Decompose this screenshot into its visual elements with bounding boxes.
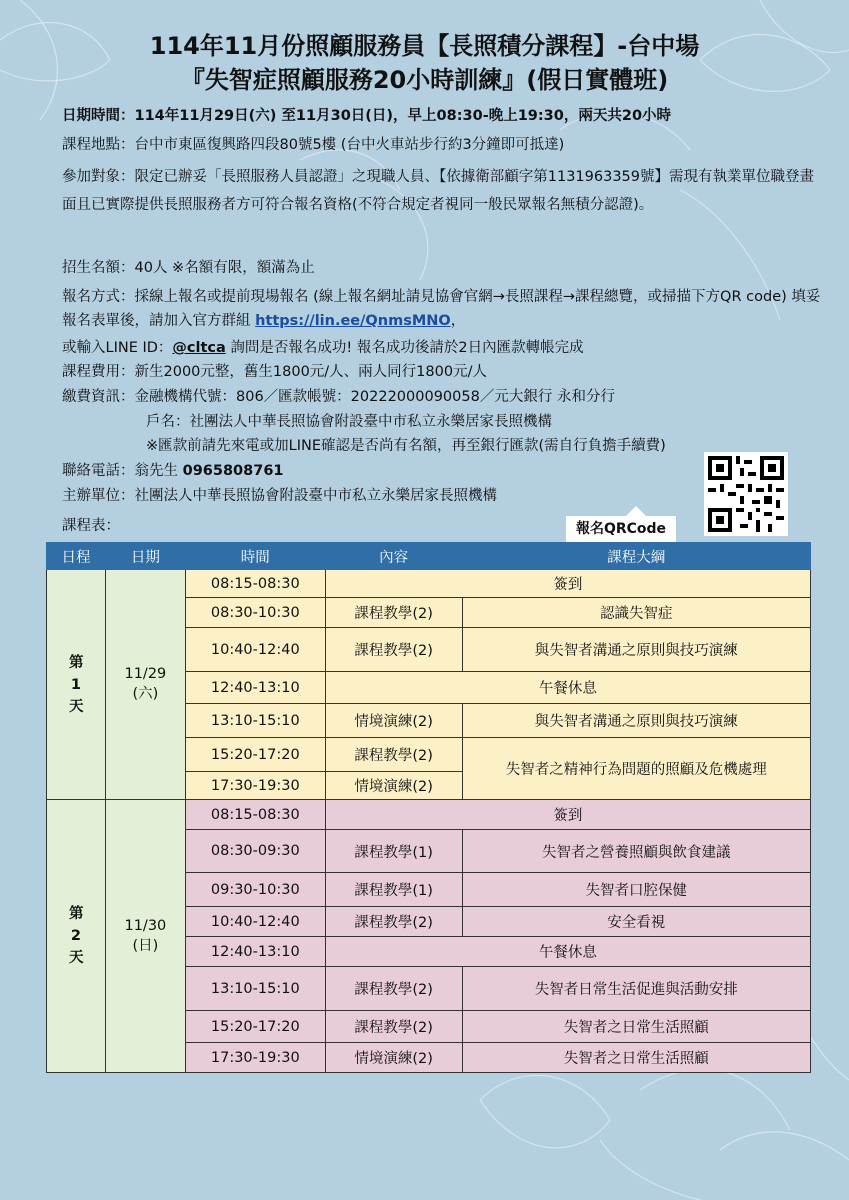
type-cell: 課程教學(2) [325, 907, 462, 937]
topic-cell: 失智者之精神行為問題的照顧及危機處理 [462, 738, 810, 800]
fee-value: 新生2000元整，舊生1800元/人、兩人同行1800元/人 [134, 364, 487, 380]
topic-cell: 認識失智症 [462, 598, 810, 628]
signup-value: 採線上報名或提前現場報名 (線上報名網址請見協會官網→長照課程→課程總覽，或掃描下方QR code) 填妥報名表單後，請加入官方群組 [62, 289, 821, 329]
line-id[interactable]: @cltca [172, 340, 226, 356]
header-day: 日程 [47, 543, 106, 570]
time-cell: 13:10-15:10 [185, 967, 325, 1011]
date-value: 114年11月29日(六) 至11月30日(日)，早上08:30-晚上19:30，兩天共20小時 [134, 108, 672, 124]
org-label: 主辦單位： [62, 488, 135, 504]
phone-row [62, 459, 284, 480]
topic-cell: 午餐休息 [325, 937, 810, 967]
topic-cell: 失智者口腔保健 [462, 873, 810, 907]
signup-row: 報名方式：採線上報名或提前現場報名 (線上報名網址請見協會官網→長照課程→課程總覽，或掃描下方QR code) 填妥報名表單後，請加入官方群組 https://lin.ee/QnmsMNO， [62, 289, 821, 329]
type-cell: 課程教學(1) [325, 873, 462, 907]
time-cell: 08:30-10:30 [185, 598, 325, 628]
target-value: 限定已辦妥「長照服務人員認證」之現職人員、【依據衛部顧字第1131963359號】需現有執業單位職登畫面且已實際提供長照服務者方可符合報名資格(不符合規定者視同一般民眾報名無積分認證)。 [62, 169, 814, 213]
topic-cell: 失智者之日常生活照顧 [462, 1011, 810, 1043]
place-value: 台中市東區復興路四段80號5樓 (台中火車站步行約3分鐘即可抵達) [134, 137, 565, 153]
qr-label: 報名QRCode [566, 516, 676, 542]
header-outline: 課程大綱 [462, 543, 810, 570]
date-row [62, 104, 671, 125]
time-cell: 12:40-13:10 [185, 937, 325, 967]
table-header [47, 543, 811, 570]
header-time: 時間 [185, 543, 325, 570]
topic-cell: 簽到 [325, 570, 810, 598]
fee-row [62, 360, 487, 381]
type-cell: 課程教學(2) [325, 598, 462, 628]
time-cell: 17:30-19:30 [185, 1043, 325, 1073]
header-content: 內容 [325, 543, 462, 570]
qr-code-icon[interactable] [704, 452, 788, 536]
fee-label: 課程費用： [62, 364, 135, 380]
signup-label: 報名方式： [62, 289, 135, 305]
pay-note: ※匯款前請先來電或加LINE確認是否尚有名額，再至銀行匯款(需自行負擔手續費) [146, 438, 666, 454]
header-date: 日期 [105, 543, 185, 570]
line-id-row [62, 336, 584, 357]
type-cell: 課程教學(2) [325, 738, 462, 772]
type-cell: 課程教學(2) [325, 1011, 462, 1043]
target-label: 參加對象： [62, 169, 135, 185]
schedule-table [46, 542, 811, 1073]
time-cell: 08:30-09:30 [185, 830, 325, 873]
type-cell: 情境演練(2) [325, 704, 462, 738]
topic-cell: 失智者之日常生活照顧 [462, 1043, 810, 1073]
day1-cell [47, 570, 106, 800]
topic-cell: 失智者之營養照顧與飲食建議 [462, 830, 810, 873]
time-cell: 13:10-15:10 [185, 704, 325, 738]
time-cell: 08:15-08:30 [185, 570, 325, 598]
pay-account: 戶名：社團法人中華長照協會附設臺中市私立永樂居家長照機構 [146, 414, 552, 430]
page-title: 114年11月份照顧服務員【長照積分課程】-台中場 [149, 32, 700, 60]
time-cell: 17:30-19:30 [185, 772, 325, 800]
time-cell: 10:40-12:40 [185, 628, 325, 672]
phone-number: 0965808761 [182, 463, 284, 479]
day1-label: 第1天 [68, 654, 84, 715]
time-cell: 08:15-08:30 [185, 800, 325, 830]
table-row [47, 570, 811, 598]
day2-date-cell [105, 800, 185, 1073]
topic-cell: 午餐休息 [325, 672, 810, 704]
type-cell: 情境演練(2) [325, 772, 462, 800]
topic-cell: 與失智者溝通之原則與技巧演練 [462, 628, 810, 672]
day2-weekday: (日) [132, 937, 159, 954]
time-cell: 09:30-10:30 [185, 873, 325, 907]
quota-label: 招生名額： [62, 260, 135, 276]
day2-date: 11/30 [124, 917, 167, 934]
pay-label: 繳費資訊： [62, 389, 135, 405]
type-cell: 課程教學(2) [325, 967, 462, 1011]
time-cell: 10:40-12:40 [185, 907, 325, 937]
line-id-suffix: 詢問是否報名成功! 報名成功後請於2日內匯款轉帳完成 [230, 340, 584, 356]
day1-weekday: (六) [132, 686, 159, 702]
table-row [47, 800, 811, 830]
quota-row [62, 256, 315, 277]
place-label: 課程地點： [62, 137, 135, 153]
signup-link[interactable]: https://lin.ee/QnmsMNO [255, 313, 451, 329]
phone-label: 聯絡電話： [62, 463, 135, 479]
time-cell: 15:20-17:20 [185, 738, 325, 772]
day1-date: 11/29 [124, 666, 167, 682]
target-row [62, 163, 822, 219]
topic-cell: 與失智者溝通之原則與技巧演練 [462, 704, 810, 738]
quota-value: 40人 ※名額有限，額滿為止 [134, 260, 315, 276]
time-cell: 12:40-13:10 [185, 672, 325, 704]
place-row [62, 133, 564, 154]
phone-name: 翁先生 [134, 463, 183, 479]
page-subtitle: 『失智症照顧服務20小時訓練』(假日實體班) [180, 66, 669, 94]
topic-cell: 安全看視 [462, 907, 810, 937]
topic-cell: 失智者日常生活促進與活動安排 [462, 967, 810, 1011]
type-cell: 課程教學(1) [325, 830, 462, 873]
topic-cell: 簽到 [325, 800, 810, 830]
pay-row [62, 385, 615, 406]
type-cell: 課程教學(2) [325, 628, 462, 672]
day2-label: 第2天 [68, 906, 84, 966]
schedule-label: 課程表： [62, 518, 120, 534]
line-id-prefix: 或輸入LINE ID： [62, 340, 173, 356]
type-cell: 情境演練(2) [325, 1043, 462, 1073]
day2-cell [47, 800, 106, 1073]
date-label: 日期時間： [62, 108, 135, 124]
org-value: 社團法人中華長照協會附設臺中市私立永樂居家長照機構 [134, 488, 497, 504]
pay-value: 金融機構代號：806／匯款帳號：20222000090058／元大銀行 永和分行 [134, 389, 615, 405]
org-row [62, 484, 497, 505]
time-cell: 15:20-17:20 [185, 1011, 325, 1043]
day1-date-cell [105, 570, 185, 800]
